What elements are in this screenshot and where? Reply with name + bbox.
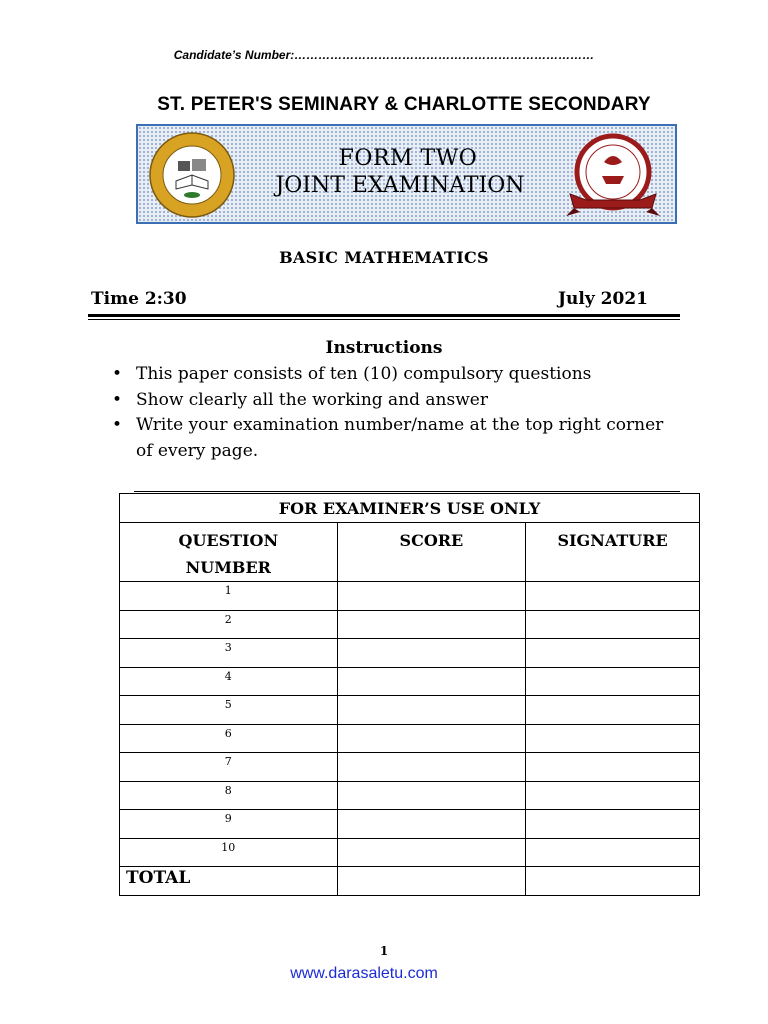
question-number-cell: 2 [120, 610, 338, 639]
signature-cell[interactable] [526, 838, 700, 867]
column-header-question-number [120, 523, 338, 582]
signature-cell[interactable] [526, 639, 700, 668]
charlotte-secondary-logo [564, 132, 662, 220]
question-number-cell: 6 [120, 724, 338, 753]
instruction-text: Show clearly all the working and answer [136, 389, 488, 410]
table-row [120, 810, 700, 839]
exam-banner [136, 124, 677, 224]
table-row [120, 610, 700, 639]
examiner-table-title: FOR EXAMINER’S USE ONLY [120, 494, 700, 523]
question-number-cell: 3 [120, 639, 338, 668]
total-score-cell[interactable] [337, 867, 526, 896]
examiner-score-table [119, 493, 700, 896]
bullet-icon: • [112, 389, 123, 410]
banner-title-joint-examination: JOINT EXAMINATION [275, 173, 525, 198]
exam-date: July 2021 [558, 289, 648, 309]
signature-cell[interactable] [526, 610, 700, 639]
total-label: TOTAL [120, 867, 338, 896]
question-header-line2: NUMBER [185, 558, 271, 577]
question-number-cell: 10 [120, 838, 338, 867]
school-name-heading: ST. PETER'S SEMINARY & CHARLOTTE SECONDARY [157, 94, 651, 115]
signature-cell[interactable] [526, 724, 700, 753]
question-number-cell: 1 [120, 582, 338, 611]
question-number-cell: 8 [120, 781, 338, 810]
instructions-list [110, 362, 680, 464]
table-row [120, 838, 700, 867]
instruction-item [110, 413, 680, 464]
total-signature-cell[interactable] [526, 867, 700, 896]
page-number: 1 [379, 944, 389, 958]
bullet-icon: • [112, 415, 123, 435]
score-cell[interactable] [337, 810, 526, 839]
question-number-cell: 5 [120, 696, 338, 725]
exam-duration: Time 2:30 [91, 289, 187, 309]
table-row [120, 724, 700, 753]
signature-cell[interactable] [526, 810, 700, 839]
score-cell[interactable] [337, 610, 526, 639]
candidate-number-line: Candidate’s Number:………………………………………………………………… [173, 48, 595, 62]
website-link[interactable]: www.darasaletu.com [290, 965, 438, 982]
signature-cell[interactable] [526, 781, 700, 810]
table-row [120, 696, 700, 725]
question-header-line1: QUESTION [178, 531, 279, 550]
score-cell[interactable] [337, 582, 526, 611]
score-cell[interactable] [337, 667, 526, 696]
table-row [120, 753, 700, 782]
question-number-cell: 7 [120, 753, 338, 782]
score-cell[interactable] [337, 696, 526, 725]
bullet-icon: • [112, 364, 123, 384]
column-header-signature: SIGNATURE [526, 523, 700, 582]
total-row [120, 867, 700, 896]
header-divider-thin [88, 319, 680, 320]
signature-cell[interactable] [526, 696, 700, 725]
signature-cell[interactable] [526, 582, 700, 611]
instruction-text: This paper consists of ten (10) compulsory questions [136, 364, 592, 384]
signature-cell[interactable] [526, 667, 700, 696]
header-divider-thick [88, 314, 680, 317]
table-row [120, 639, 700, 668]
score-cell[interactable] [337, 838, 526, 867]
question-number-cell: 4 [120, 667, 338, 696]
question-number-cell: 9 [120, 810, 338, 839]
table-row [120, 781, 700, 810]
table-top-rule [134, 491, 680, 492]
score-cell[interactable] [337, 724, 526, 753]
score-cell[interactable] [337, 639, 526, 668]
banner-title-form-two: FORM TWO [338, 146, 478, 171]
table-row [120, 667, 700, 696]
st-peters-seminary-logo [148, 131, 236, 219]
signature-cell[interactable] [526, 753, 700, 782]
instruction-text: Write your examination number/name at the top right corner of every page. [136, 415, 664, 461]
instruction-item [110, 388, 680, 414]
subject-title: BASIC MATHEMATICS [279, 248, 489, 267]
score-cell[interactable] [337, 781, 526, 810]
table-row [120, 582, 700, 611]
score-cell[interactable] [337, 753, 526, 782]
instruction-item [110, 362, 680, 388]
column-header-score: SCORE [337, 523, 526, 582]
instructions-heading: Instructions [325, 338, 443, 358]
